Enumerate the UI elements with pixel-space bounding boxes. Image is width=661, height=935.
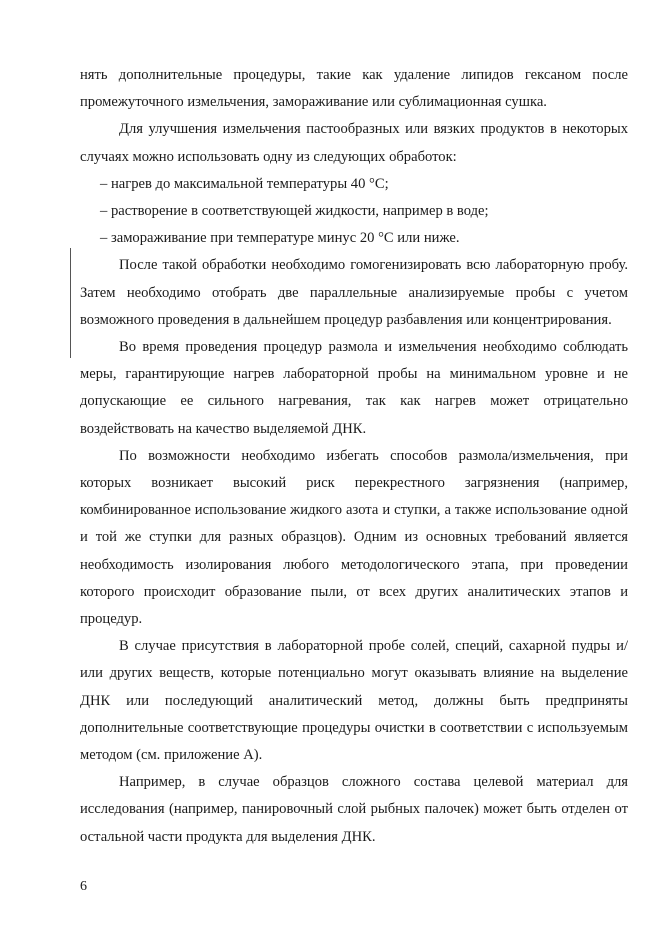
list-item-heating: – нагрев до максимальной температуры 40 °С; xyxy=(100,175,389,192)
paragraph-heating-control: Во время проведения процедур размола и измельчения необходимо соблюдать меры, гарантирующие нагрев лабораторной пробы на минимальном уровне и не допускающие ее сильного нагревания, так как нагрев может отрицательно воздействовать на качество выделяемой ДНК. xyxy=(80,339,628,437)
paragraph-continuation: нять дополнительные процедуры, такие как удаление липидов гексаном после промежуточного измельчения, замораживание или сублимационная сушка. xyxy=(80,67,628,111)
paragraph-cleanup: В случае присутствия в лабораторной пробе солей, специй, сахарной пудры и/или других веществ, которые потенциально могут оказывать влияние на выделение ДНК или последующий аналитический метод, должны быть предприняты дополнительные соответствующие процедуры очистки в соответствии с используемым методом (см. приложение А). xyxy=(80,638,628,764)
body-text xyxy=(80,62,628,851)
paragraph-contamination: По возможности необходимо избегать способов размола/измельчения, при которых возникает высокий риск перекрестного загрязнения (например, комбинированное использование жидкого азота и ступки, а также использование одной и той же ступки для разных образцов). Одним из основных требований является необходимость изолирования любого методологического этапа, при проведении которого происходит образование пыли, от всех других аналитических этапов и процедур. xyxy=(80,447,628,628)
revision-bar xyxy=(70,248,71,358)
paragraph-treatments-intro: Для улучшения измельчения пастообразных или вязких продуктов в некоторых случаях можно использовать одну из следующих обработок: xyxy=(80,121,628,165)
list-item-freezing: – замораживание при температуре минус 20 °С или ниже. xyxy=(100,230,460,247)
list-item-dissolving: – растворение в соответствующей жидкости, например в воде; xyxy=(100,203,489,220)
page-number: 6 xyxy=(80,879,87,894)
paragraph-homogenize: После такой обработки необходимо гомогенизировать всю лабораторную пробу. Затем необходимо отобрать две параллельные анализируемые пробы с учетом возможного проведения в дальнейшем процедур разбавления или концентрирования. xyxy=(80,257,628,328)
paragraph-example: Например, в случае образцов сложного состава целевой материал для исследования (например, панировочный слой рыбных палочек) может быть отделен от остальной части продукта для выделения ДНК. xyxy=(80,774,628,845)
